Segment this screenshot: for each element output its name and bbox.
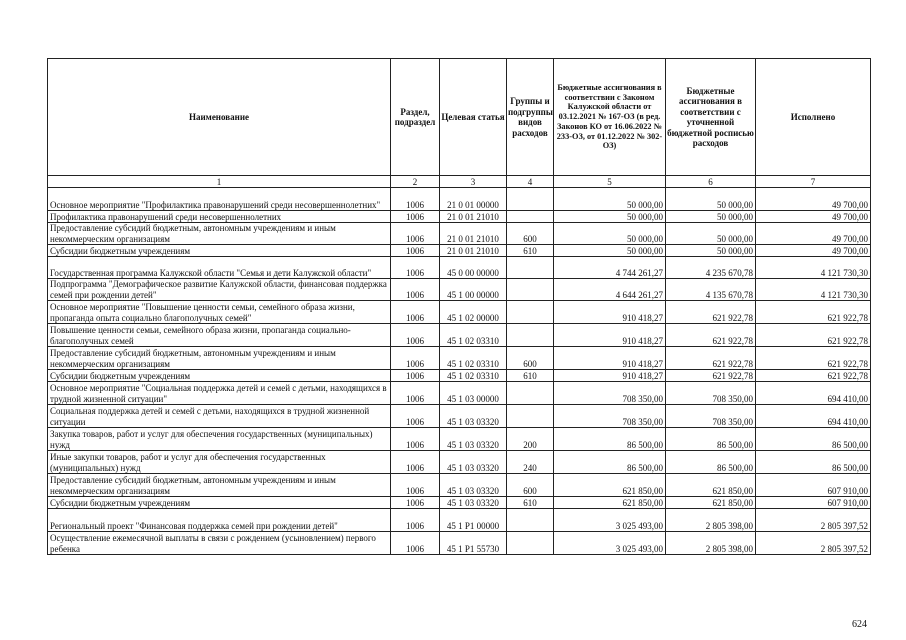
cell-refined-budget: 50 000,00 bbox=[666, 211, 756, 223]
column-number: 3 bbox=[440, 176, 507, 188]
cell-refined-budget: 621 922,78 bbox=[666, 370, 756, 382]
cell-name: Субсидии бюджетным учреждениям bbox=[48, 497, 391, 509]
column-number: 5 bbox=[554, 176, 666, 188]
header-name: Наименование bbox=[48, 59, 391, 176]
cell-name: Социальная поддержка детей и семей с детьми, находящихся в трудной жизненной ситуации bbox=[48, 405, 391, 428]
cell-group: 610 bbox=[507, 370, 554, 382]
cell-refined-budget: 50 000,00 bbox=[666, 223, 756, 245]
cell-law-budget: 3 025 493,00 bbox=[554, 509, 666, 532]
cell-group bbox=[507, 211, 554, 223]
cell-article: 45 1 00 00000 bbox=[440, 279, 507, 301]
cell-name: Основное мероприятие "Социальная поддержка детей и семей с детьми, находящихся в трудной жизненной ситуации" bbox=[48, 382, 391, 405]
cell-executed: 607 910,00 bbox=[756, 474, 871, 497]
cell-executed: 49 700,00 bbox=[756, 245, 871, 257]
cell-refined-budget: 4 235 670,78 bbox=[666, 257, 756, 279]
cell-refined-budget: 708 350,00 bbox=[666, 382, 756, 405]
cell-executed: 49 700,00 bbox=[756, 211, 871, 223]
cell-law-budget: 3 025 493,00 bbox=[554, 532, 666, 555]
cell-refined-budget: 4 135 670,78 bbox=[666, 279, 756, 301]
cell-article: 21 0 01 00000 bbox=[440, 188, 507, 211]
cell-law-budget: 910 418,27 bbox=[554, 370, 666, 382]
cell-section: 1006 bbox=[391, 509, 440, 532]
cell-name: Региональный проект "Финансовая поддержка семей при рождении детей" bbox=[48, 509, 391, 532]
cell-article: 45 0 00 00000 bbox=[440, 257, 507, 279]
column-number-row bbox=[48, 176, 871, 188]
cell-section: 1006 bbox=[391, 370, 440, 382]
cell-section: 1006 bbox=[391, 245, 440, 257]
cell-executed: 86 500,00 bbox=[756, 428, 871, 451]
cell-law-budget: 621 850,00 bbox=[554, 474, 666, 497]
cell-article: 21 0 01 21010 bbox=[440, 211, 507, 223]
cell-name: Предоставление субсидий бюджетным, автономным учреждениям и иным некоммерческим организациям bbox=[48, 474, 391, 497]
cell-name: Закупка товаров, работ и услуг для обеспечения государственных (муниципальных) нужд bbox=[48, 428, 391, 451]
cell-law-budget: 621 850,00 bbox=[554, 497, 666, 509]
column-number: 1 bbox=[48, 176, 391, 188]
cell-name: Осуществление ежемесячной выплаты в связи с рождением (усыновлением) первого ребенка bbox=[48, 532, 391, 555]
cell-section: 1006 bbox=[391, 211, 440, 223]
cell-executed: 621 922,78 bbox=[756, 370, 871, 382]
cell-refined-budget: 2 805 398,00 bbox=[666, 532, 756, 555]
cell-article: 45 1 03 00000 bbox=[440, 382, 507, 405]
cell-name: Повышение ценности семьи, семейного образа жизни, пропаганда социально-благополучных семей bbox=[48, 324, 391, 347]
cell-article: 45 1 P1 55730 bbox=[440, 532, 507, 555]
column-number: 2 bbox=[391, 176, 440, 188]
cell-refined-budget: 621 922,78 bbox=[666, 301, 756, 324]
table-row bbox=[48, 509, 871, 532]
cell-group bbox=[507, 257, 554, 279]
cell-group: 600 bbox=[507, 474, 554, 497]
table-row bbox=[48, 428, 871, 451]
cell-refined-budget: 621 850,00 bbox=[666, 474, 756, 497]
cell-refined-budget: 621 922,78 bbox=[666, 324, 756, 347]
cell-executed: 2 805 397,52 bbox=[756, 509, 871, 532]
cell-section: 1006 bbox=[391, 279, 440, 301]
cell-law-budget: 910 418,27 bbox=[554, 301, 666, 324]
table-row bbox=[48, 497, 871, 509]
cell-group: 240 bbox=[507, 451, 554, 474]
cell-law-budget: 86 500,00 bbox=[554, 451, 666, 474]
cell-name: Субсидии бюджетным учреждениям bbox=[48, 245, 391, 257]
table-row bbox=[48, 324, 871, 347]
cell-article: 45 1 02 03310 bbox=[440, 324, 507, 347]
cell-article: 45 1 02 00000 bbox=[440, 301, 507, 324]
cell-executed: 694 410,00 bbox=[756, 405, 871, 428]
cell-group bbox=[507, 509, 554, 532]
header-expense-groups: Группы и подгруппы видов расходов bbox=[507, 59, 554, 176]
cell-article: 45 1 02 03310 bbox=[440, 370, 507, 382]
table-row bbox=[48, 223, 871, 245]
cell-group: 600 bbox=[507, 347, 554, 370]
cell-name: Иные закупки товаров, работ и услуг для обеспечения государственных (муниципальных) нужд bbox=[48, 451, 391, 474]
cell-article: 45 1 P1 00000 bbox=[440, 509, 507, 532]
cell-group bbox=[507, 301, 554, 324]
cell-law-budget: 910 418,27 bbox=[554, 324, 666, 347]
table-row bbox=[48, 382, 871, 405]
cell-group bbox=[507, 188, 554, 211]
cell-section: 1006 bbox=[391, 347, 440, 370]
header-section: Раздел, подраздел bbox=[391, 59, 440, 176]
cell-refined-budget: 86 500,00 bbox=[666, 451, 756, 474]
cell-law-budget: 910 418,27 bbox=[554, 347, 666, 370]
header-refined-budget: Бюджетные ассигнования в соответствии с уточненной бюджетной росписью расходов bbox=[666, 59, 756, 176]
cell-name: Государственная программа Калужской области "Семья и дети Калужской области" bbox=[48, 257, 391, 279]
table-row bbox=[48, 451, 871, 474]
table-row bbox=[48, 405, 871, 428]
cell-refined-budget: 2 805 398,00 bbox=[666, 509, 756, 532]
cell-executed: 607 910,00 bbox=[756, 497, 871, 509]
table-row bbox=[48, 370, 871, 382]
table-row bbox=[48, 188, 871, 211]
cell-section: 1006 bbox=[391, 382, 440, 405]
cell-section: 1006 bbox=[391, 532, 440, 555]
table-row bbox=[48, 211, 871, 223]
cell-executed: 49 700,00 bbox=[756, 188, 871, 211]
cell-article: 45 1 03 03320 bbox=[440, 497, 507, 509]
cell-law-budget: 50 000,00 bbox=[554, 245, 666, 257]
cell-executed: 86 500,00 bbox=[756, 451, 871, 474]
cell-executed: 4 121 730,30 bbox=[756, 257, 871, 279]
cell-article: 45 1 03 03320 bbox=[440, 405, 507, 428]
cell-name: Основное мероприятие "Повышение ценности семьи, семейного образа жизни, пропаганда опыта социально благополучных семей" bbox=[48, 301, 391, 324]
cell-law-budget: 708 350,00 bbox=[554, 405, 666, 428]
table-row bbox=[48, 532, 871, 555]
cell-section: 1006 bbox=[391, 223, 440, 245]
table-row bbox=[48, 279, 871, 301]
cell-executed: 621 922,78 bbox=[756, 301, 871, 324]
cell-group: 610 bbox=[507, 497, 554, 509]
cell-section: 1006 bbox=[391, 451, 440, 474]
cell-refined-budget: 621 922,78 bbox=[666, 347, 756, 370]
column-number: 4 bbox=[507, 176, 554, 188]
cell-group: 600 bbox=[507, 223, 554, 245]
table-row bbox=[48, 347, 871, 370]
header-row bbox=[48, 59, 871, 176]
table-row bbox=[48, 301, 871, 324]
table-row bbox=[48, 474, 871, 497]
cell-law-budget: 50 000,00 bbox=[554, 223, 666, 245]
cell-law-budget: 86 500,00 bbox=[554, 428, 666, 451]
cell-law-budget: 4 744 261,27 bbox=[554, 257, 666, 279]
cell-law-budget: 4 644 261,27 bbox=[554, 279, 666, 301]
cell-law-budget: 50 000,00 bbox=[554, 211, 666, 223]
cell-name: Основное мероприятие "Профилактика правонарушений среди несовершеннолетних" bbox=[48, 188, 391, 211]
cell-name: Предоставление субсидий бюджетным, автономным учреждениям и иным некоммерческим организациям bbox=[48, 347, 391, 370]
cell-group bbox=[507, 532, 554, 555]
cell-section: 1006 bbox=[391, 405, 440, 428]
cell-group bbox=[507, 324, 554, 347]
cell-executed: 621 922,78 bbox=[756, 324, 871, 347]
cell-executed: 49 700,00 bbox=[756, 223, 871, 245]
cell-group: 610 bbox=[507, 245, 554, 257]
cell-article: 45 1 03 03320 bbox=[440, 428, 507, 451]
cell-article: 45 1 03 03320 bbox=[440, 451, 507, 474]
budget-execution-table bbox=[47, 58, 871, 555]
cell-article: 45 1 02 03310 bbox=[440, 347, 507, 370]
cell-section: 1006 bbox=[391, 428, 440, 451]
cell-name: Субсидии бюджетным учреждениям bbox=[48, 370, 391, 382]
cell-executed: 4 121 730,30 bbox=[756, 279, 871, 301]
cell-name: Предоставление субсидий бюджетным, автономным учреждениям и иным некоммерческим организациям bbox=[48, 223, 391, 245]
cell-refined-budget: 86 500,00 bbox=[666, 428, 756, 451]
table-row bbox=[48, 245, 871, 257]
table-body bbox=[48, 188, 871, 555]
cell-section: 1006 bbox=[391, 474, 440, 497]
cell-article: 45 1 03 03320 bbox=[440, 474, 507, 497]
header-executed: Исполнено bbox=[756, 59, 871, 176]
cell-group bbox=[507, 279, 554, 301]
table-row bbox=[48, 257, 871, 279]
cell-section: 1006 bbox=[391, 497, 440, 509]
cell-refined-budget: 50 000,00 bbox=[666, 245, 756, 257]
cell-name: Подпрограмма "Демографическое развитие Калужской области, финансовая поддержка семей при рождении детей" bbox=[48, 279, 391, 301]
cell-section: 1006 bbox=[391, 324, 440, 347]
cell-group bbox=[507, 405, 554, 428]
header-target-article: Целевая статья bbox=[440, 59, 507, 176]
cell-executed: 694 410,00 bbox=[756, 382, 871, 405]
cell-section: 1006 bbox=[391, 257, 440, 279]
header-law-budget: Бюджетные ассигнования в соответствии с Законом Калужской области от 03.12.2021 № 167-ОЗ (в ред. Законов КО от 16.06.2022 № 233-ОЗ, от 01.12.2022 № 302-ОЗ) bbox=[554, 59, 666, 176]
cell-section: 1006 bbox=[391, 188, 440, 211]
cell-executed: 621 922,78 bbox=[756, 347, 871, 370]
cell-group: 200 bbox=[507, 428, 554, 451]
column-number: 7 bbox=[756, 176, 871, 188]
cell-group bbox=[507, 382, 554, 405]
page-number: 624 bbox=[852, 619, 867, 630]
cell-article: 21 0 01 21010 bbox=[440, 223, 507, 245]
cell-refined-budget: 708 350,00 bbox=[666, 405, 756, 428]
cell-refined-budget: 50 000,00 bbox=[666, 188, 756, 211]
cell-law-budget: 50 000,00 bbox=[554, 188, 666, 211]
cell-name: Профилактика правонарушений среди несовершеннолетних bbox=[48, 211, 391, 223]
cell-section: 1006 bbox=[391, 301, 440, 324]
cell-article: 21 0 01 21010 bbox=[440, 245, 507, 257]
column-number: 6 bbox=[666, 176, 756, 188]
cell-refined-budget: 621 850,00 bbox=[666, 497, 756, 509]
cell-law-budget: 708 350,00 bbox=[554, 382, 666, 405]
cell-executed: 2 805 397,52 bbox=[756, 532, 871, 555]
